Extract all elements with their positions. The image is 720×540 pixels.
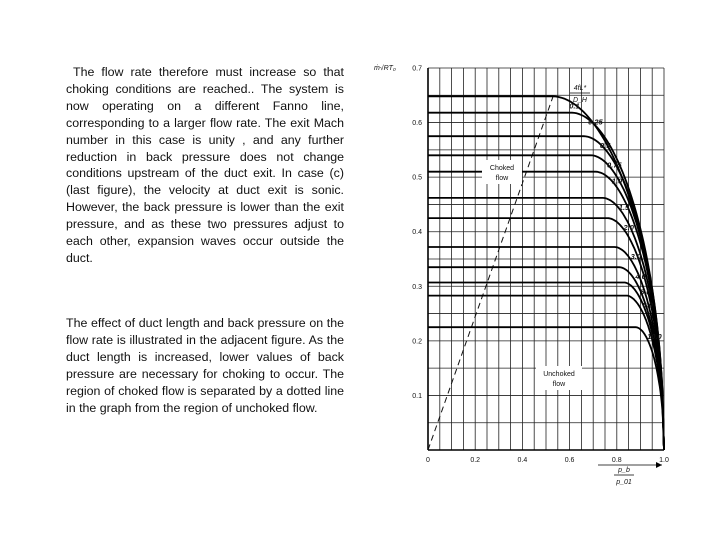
series-label: 5.0: [640, 287, 651, 297]
series-label: 3.0: [630, 251, 642, 261]
series-label: 2.0: [623, 223, 634, 233]
x-tick-label: 0: [426, 457, 430, 464]
series-label: 1.5: [618, 202, 630, 212]
series-label: 0.1: [569, 101, 580, 111]
x-tick-label: 0.2: [470, 457, 481, 464]
series-label: 6.0: [642, 300, 653, 310]
x-axis-label-numerator: p_b: [618, 467, 630, 474]
series-label: 0.25: [588, 117, 603, 127]
y-tick-label: 0.5: [412, 174, 422, 182]
y-tick-label: 0.3: [412, 283, 422, 291]
x-tick-label: 0.8: [611, 457, 622, 464]
x-tick-label: 1.0: [659, 457, 669, 464]
series-label: 4.0: [635, 272, 646, 282]
series-label: 10.0: [647, 332, 662, 342]
y-tick-label: 0.6: [412, 120, 422, 128]
x-axis-label-denominator: p_01: [616, 479, 632, 486]
unchoked-flow-label: flow: [552, 381, 566, 388]
choked-flow-label: Choked: [489, 165, 515, 172]
y-tick-label: 0.2: [412, 338, 422, 346]
choked-flow-label: flow: [495, 175, 509, 182]
y-tick-label: 0.7: [412, 65, 422, 73]
paragraph-flow-rate: The flow rate therefore must increase so that choking conditions are reached.. The system is now operating on a different Fanno line, corresponding to a larger flow rate. The exit Mach number in this case is unity , and any further reduction in back pressure does not change conditions upstream of the duct exit. In case (c) (last figure), the velocity at duct exit is sonic. However, the back pressure is lower than the exit pressure, and as these two pressures adjust to each other, expansion waves occur outside the duct.: [66, 65, 344, 265]
x-tick-label: 0.6: [564, 457, 575, 464]
fanno-flow-chart: [366, 60, 686, 500]
series-label: 0.75: [607, 160, 622, 170]
param-label-denominator: D_H: [572, 97, 588, 104]
series-label: 0.5: [599, 141, 611, 151]
y-tick-label: 0.4: [412, 229, 422, 237]
paragraph-duct-length: The effect of duct length and back pressure on the flow rate is illustrated in the adjacent figure. As the duct length is increased, lower values of back pressure are necessary for choking to occur. The region of choked flow is separated by a dotted line in the graph from the region of unchoked flow.: [66, 316, 344, 415]
y-axis-label: ṁ√RT₀: [374, 65, 396, 72]
series-label: 1.0: [611, 176, 623, 186]
param-label-numerator: 4fL*: [573, 85, 587, 92]
x-tick-label: 0.4: [517, 457, 528, 464]
unchoked-flow-label: Unchoked: [543, 371, 575, 378]
y-tick-label: 0.1: [412, 392, 422, 400]
